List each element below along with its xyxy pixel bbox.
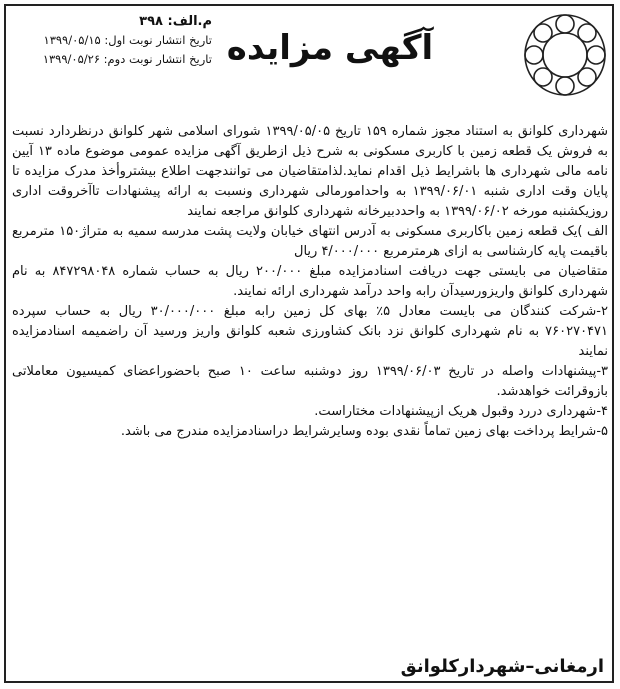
first-publish-date: تاریخ انتشار نوبت اول: ۱۳۹۹/۰۵/۱۵: [43, 33, 212, 47]
intro-paragraph: شهرداری کلوانق به استناد مجوز شماره ۱۵۹ تاریخ ۱۳۹۹/۰۵/۰۵ شورای اسلامی شهر کلوانق درنظردارد نسبت به فروش یک قطعه زمین با کاربری مسکونی به شرح ذیل ازطریق آگهی مزایده عمومی موضوع ماده ۱۳ آیین نامه مالی شهرداری ها باشرایط ذیل اقدام نماید.لذامتقاضیان می توانندجهت اطلاع بیشتروأخذ مدرک مزایده تا پایان وقت اداری شنبه ۱۳۹۹/۰۶/۰۱ به واحدامورمالی شهرداری ونسبت به ارائه پیشنهادات تاآخروقت اداری روزیکشنبه مورخه ۱۳۹۹/۰۶/۰۲ به واحددبیرخانه شهرداری کلوانق مراجعه نمایند: [12, 124, 609, 219]
notice-body: [12, 122, 608, 442]
second-publish-date: تاریخ انتشار نوبت دوم: ۱۳۹۹/۰۵/۲۶: [42, 52, 212, 66]
signature: ارمغانی–شهردارکلوانق: [400, 656, 604, 677]
item-2: ۲-شرکت کنندگان می بایست معادل ۵٪ بهای کل زمین رابه مبلغ ۳۰/۰۰۰/۰۰۰ ریال به حساب سپرده ۷۶۰۲۷۰۴۷۱ به نام شهرداری کلوانق نزد بانک کشاورزی شعبه کلوانق واریز ورسید آن راضمیمه اسنادمزایده نمایند: [12, 304, 608, 359]
item-3: ۳-پیشنهادات واصله در تاریخ ۱۳۹۹/۰۶/۰۳ روز دوشنبه ساعت ۱۰ صبح باحضوراعضای کمیسیون معاملاتی بازوقرائت خواهدشد.: [12, 364, 608, 399]
item-a: الف )یک قطعه زمین باکاربری مسکونی به آدرس انتهای خیابان ولایت پشت مدرسه سمیه به متراژ۱۵۰ مترمربع باقیمت پایه کارشناسی به ازای هرمترمربع ۴/۰۰۰/۰۰۰ ریال: [12, 224, 608, 259]
item-a-continued: متقاضیان می بایستی جهت دریافت اسنادمزایده مبلغ ۲۰۰/۰۰۰ ریال به حساب شماره ۸۴۷۲۹۸۰۴۸ به نام شهرداری کلوانق واریزورسیدآن رابه واحد درآمد شهرداری ارائه نمایند.: [12, 264, 609, 299]
notice-number: م.الف: ۳۹۸: [139, 14, 212, 29]
item-4: ۴-شهرداری دررد وقبول هریک ازپیشنهادات مختاراست.: [314, 404, 608, 419]
publish-info: [12, 12, 212, 69]
item-5: ۵-شرایط پرداخت بهای زمین تماماً نقدی بوده وسایرشرایط دراسنادمزایده مندرج می باشد.: [120, 424, 608, 439]
notice-title: آگهی مزایده: [226, 28, 434, 68]
municipality-logo: [520, 10, 610, 100]
emblem-icon: [520, 10, 610, 100]
